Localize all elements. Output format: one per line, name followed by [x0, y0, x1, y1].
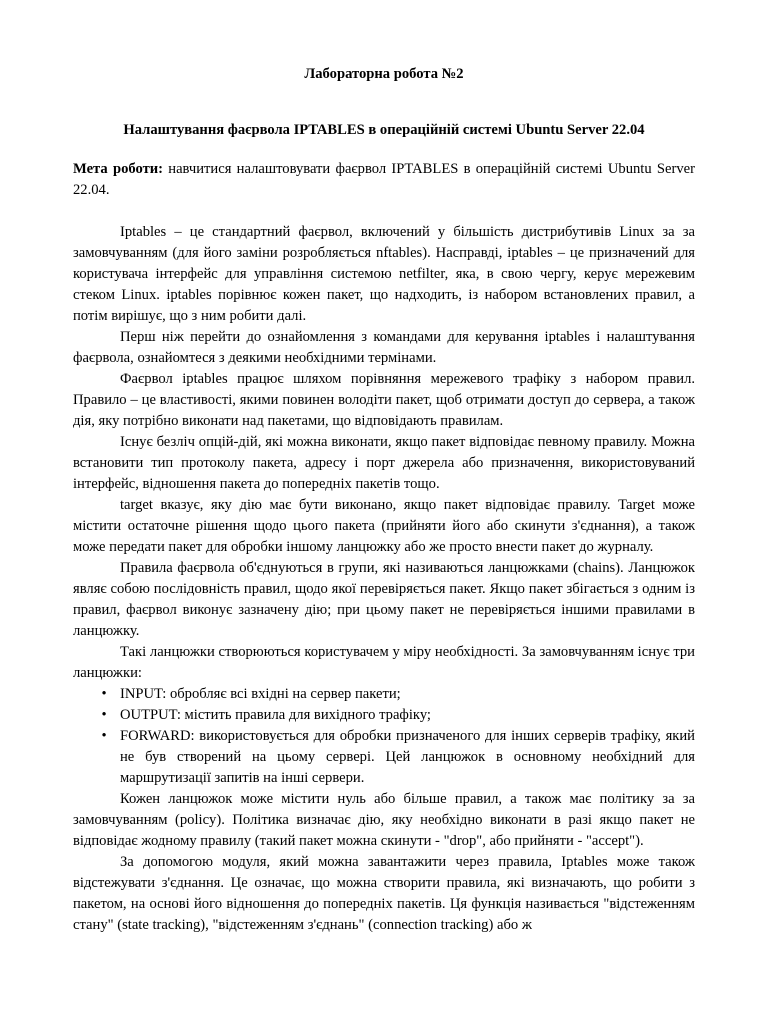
bullet-icon: •: [101, 728, 107, 744]
body-paragraph: Існує безліч опцій-дій, які можна виконати, якщо пакет відповідає певному правилу. Можна встановити тип протоколу пакета, адресу і порт джерела або призначення, використовуваний інтерфейс, відношення пакета до попередніх пакетів тощо.: [73, 434, 695, 492]
body-paragraph: Iptables – це стандартний фаєрвол, включений у більшість дистрибутивів Linux за за замовчуванням (для його заміни розробляється nftables). Насправді, iptables – це призначений для користувача інтерфейс для управління системою netfilter, яка, в свою чергу, керує мережевим стеком Linux. iptables порівнює кожен пакет, що надходить, із набором встановлених правил, а потім вирішує, що з ним робити далі.: [73, 224, 695, 324]
bullet-icon: •: [101, 686, 107, 702]
body-paragraph: За допомогою модуля, який можна завантажити через правила, Iptables може також відстежувати з'єднання. Це означає, що можна створити правила, які визначають, що робити з пакетом, на основі його відношення до попередніх пакетів. Ця функція називається "відстеженням стану" (state tracking), "відстеженням з'єднань" (connection tracking) або ж: [73, 854, 695, 933]
lab-title: Лабораторна робота №2: [304, 66, 464, 82]
goal-text: навчитися налаштовувати фаєрвол IPTABLES в операційній системі Ubuntu Server 22.04.: [73, 161, 695, 198]
list-item-text: OUTPUT: містить правила для вихідного трафіку;: [120, 707, 431, 723]
bullet-icon: •: [101, 707, 107, 723]
list-item: [73, 684, 695, 705]
list-item-text: FORWARD: використовується для обробки призначеного для інших серверів трафіку, який не був створений на цьому сервері. Цей ланцюжок в основному необхідний для маршрутизації запитів на інші сервери.: [120, 728, 695, 786]
body-paragraph: target вказує, яку дію має бути виконано, якщо пакет відповідає правилу. Target може містити остаточне рішення щодо цього пакета (прийняти його або скинути з'єднання), а також може передати пакет для обробки іншому ланцюжку або же просто внести пакет до журналу.: [73, 497, 695, 555]
body-paragraph: Перш ніж перейти до ознайомлення з командами для керування iptables і налаштування фаєрвола, ознайомтеся з деякими необхідними термінами.: [73, 329, 695, 366]
body-paragraph: Правила фаєрвола об'єднуються в групи, які називаються ланцюжками (chains). Ланцюжок являє собою послідовність правил, щодо якої перевіряється пакет. Якщо пакет збігається з одним із правил, фаєрвол виконує зазначену дію; при цьому пакет не перевіряється іншими правилами в ланцюжку.: [73, 560, 695, 639]
document-page: [73, 64, 695, 936]
body-paragraph: Кожен ланцюжок може містити нуль або більше правил, а також має політику за за замовчуванням (policy). Політика визначає дію, яку необхідно виконати в разі якщо пакет не відповідає жодному правилу (такий пакет можна скинути - "drop", або прийняти - "accept").: [73, 791, 695, 849]
topic-title: Налаштування фаєрвола IPTABLES в операційній системі Ubuntu Server 22.04: [123, 122, 645, 138]
chain-list: [73, 684, 695, 789]
goal-paragraph: [73, 159, 695, 201]
list-item: [73, 726, 695, 789]
list-item: [73, 705, 695, 726]
body-paragraph: Фаєрвол iptables працює шляхом порівняння мережевого трафіку з набором правил. Правило – це властивості, якими повинен володіти пакет, щоб отримати доступ до сервера, а також дія, яку потрібно виконати над пакетами, що відповідають правилам.: [73, 371, 695, 429]
body-paragraph: Такі ланцюжки створюються користувачем у міру необхідності. За замовчуванням існує три ланцюжки:: [73, 644, 695, 681]
goal-label: Мета роботи:: [73, 161, 164, 177]
list-item-text: INPUT: обробляє всі вхідні на сервер пакети;: [120, 686, 401, 702]
